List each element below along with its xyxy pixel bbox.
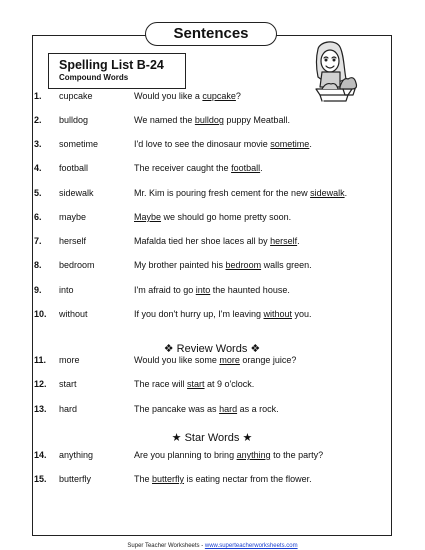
sentence-start: If you don't hurry up, I'm leaving [134,309,264,319]
page-title: Sentences [145,22,277,46]
sentence-end: . [260,163,263,173]
spelling-word: anything [59,450,94,460]
example-sentence [134,401,279,417]
example-sentence [134,447,323,463]
underlined-word: bulldog [194,115,224,125]
underlined-word: Maybe [134,212,162,222]
spelling-word: cupcake [59,91,93,101]
item-number: 6. [34,212,42,222]
spelling-list-subtitle: Compound Words [59,73,129,82]
sentence-end: as a rock. [237,404,279,414]
item-number: 3. [34,139,42,149]
sentence-end: . [309,139,312,149]
sentence-end: to the party? [270,450,324,460]
sentence-start: Are you planning to bring [134,450,237,460]
spelling-word: bulldog [59,115,89,125]
item-number: 14. [34,450,47,460]
sentence-start: Mr. Kim is pouring fresh cement for the new [134,188,311,198]
item-number: 12. [34,379,47,389]
underlined-word: football [231,163,261,173]
list-item [0,282,425,298]
example-sentence [134,112,290,128]
footer-link[interactable]: www.superteacherworksheets.com [204,543,298,549]
sentence-start: We named the [134,115,195,125]
example-sentence [134,233,300,249]
sentence-start: The race will [134,379,188,389]
underlined-word: more [219,355,240,365]
underlined-word: into [195,285,211,295]
example-sentence [134,88,241,104]
example-sentence [134,209,291,225]
sentence-end: . [297,236,300,246]
list-item [0,209,425,225]
sentence-end: walls green. [261,260,312,270]
list-item [0,88,425,104]
sentence-end: you. [292,309,312,319]
item-number: 8. [34,260,42,270]
underlined-word: sometime [270,139,310,149]
list-item [0,160,425,176]
spelling-word: sidewalk [59,188,94,198]
spelling-word: more [59,355,80,365]
item-number: 7. [34,236,42,246]
list-item [0,185,425,201]
spelling-word: hard [59,404,78,414]
sentence-end: . [344,188,348,198]
sentence-end: ? [235,91,241,101]
sentence-end: the haunted house. [210,285,290,295]
sentence-start: The pancake was as [134,404,220,414]
sentence-start: I'm afraid to go [134,285,196,295]
sentence-end: is eating nectar from the flower. [184,474,312,484]
list-item [0,401,425,417]
item-number: 1. [34,91,42,101]
underlined-word: bedroom [225,260,262,270]
list-item [0,136,425,152]
underlined-word: sidewalk [310,188,345,198]
underlined-word: butterfly [152,474,185,484]
example-sentence [134,257,312,273]
sentence-end: we should go home pretty soon. [161,212,292,222]
spelling-word: football [59,163,89,173]
list-item [0,112,425,128]
underlined-word: cupcake [202,91,236,101]
spelling-list-box [48,53,186,89]
sentence-end: at 9 o'clock. [204,379,255,389]
item-number: 9. [34,285,42,295]
list-item [0,376,425,392]
underlined-word: anything [236,450,271,460]
underlined-word: hard [219,404,238,414]
sentence-start: Mafalda tied her shoe laces all by [134,236,271,246]
footer-credit: Super Teacher Worksheets - [127,543,205,549]
spelling-word: herself [59,236,87,246]
item-number: 13. [34,404,47,414]
spelling-word: bedroom [59,260,95,270]
spelling-word: without [59,309,88,319]
example-sentence [134,185,347,201]
example-sentence [134,136,312,152]
example-sentence [134,306,312,322]
sentence-start: My brother painted his [134,260,226,270]
spelling-word: butterfly [59,474,92,484]
underlined-word: without [263,309,293,319]
list-item [0,471,425,487]
item-number: 15. [34,474,47,484]
spelling-word: start [59,379,77,389]
sentence-end: orange juice? [239,355,297,365]
star-words-heading: ★ Star Words ★ [171,432,253,444]
list-item [0,447,425,463]
sentence-start: The [134,474,153,484]
review-words-heading: ❖ Review Words ❖ [163,343,261,355]
example-sentence [134,160,263,176]
item-number: 2. [34,115,42,125]
example-sentence [134,471,312,487]
item-number: 10. [34,309,47,319]
sentence-start: The receiver caught the [134,163,232,173]
example-sentence [134,376,254,392]
sentence-end: puppy Meatball. [223,115,290,125]
underlined-word: herself [270,236,298,246]
spelling-word: into [59,285,74,295]
list-item [0,257,425,273]
footer [0,542,425,550]
item-number: 11. [34,355,47,365]
spelling-word: maybe [59,212,87,222]
item-number: 4. [34,163,42,173]
underlined-word: start [187,379,205,389]
spelling-list-title: Spelling List B-24 [59,58,164,72]
sentence-start: Would you like a [134,91,203,101]
sentence-start: I'd love to see the dinosaur movie [134,139,271,149]
spelling-word: sometime [59,139,99,149]
list-item [0,306,425,322]
item-number: 5. [34,188,42,198]
list-item [0,233,425,249]
sentence-start: Would you like some [134,355,220,365]
example-sentence [134,282,290,298]
